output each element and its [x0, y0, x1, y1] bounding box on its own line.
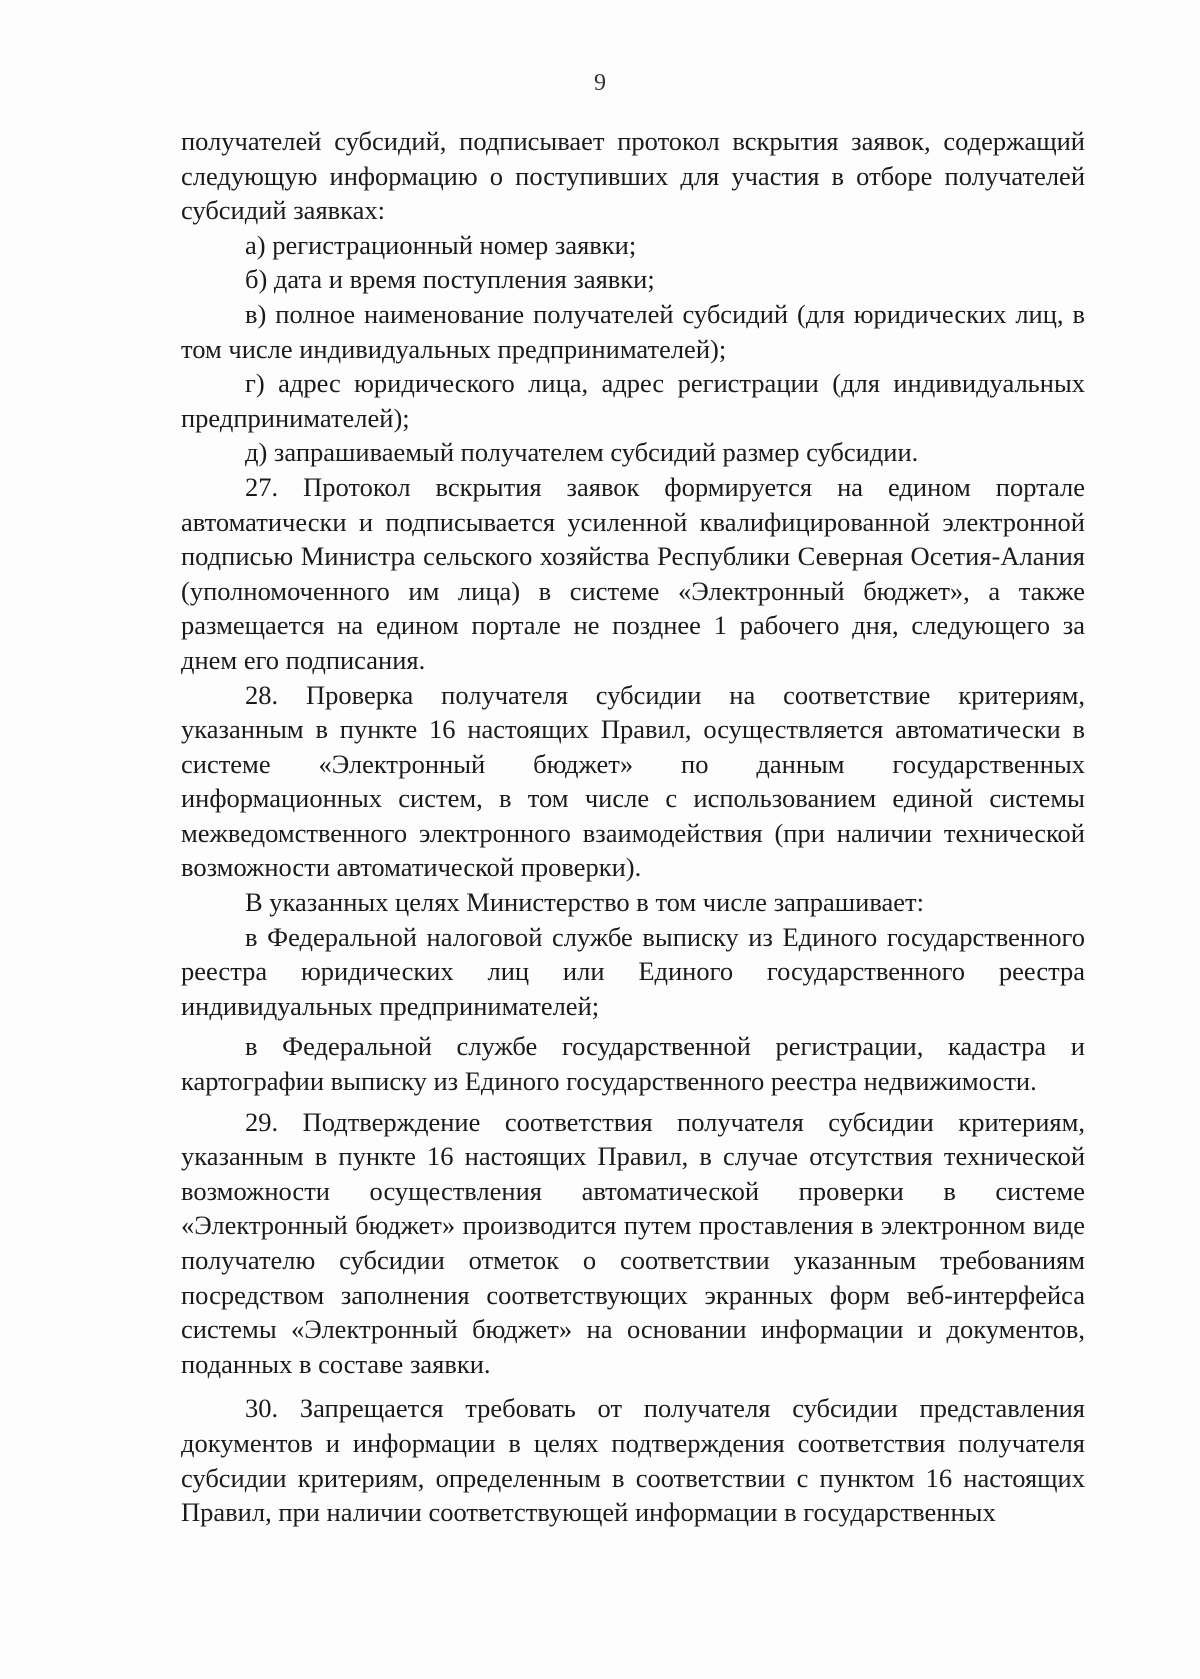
- paragraph-tax-service: в Федеральной налоговой службе выписку из Единого государственного реестра юридических лиц или Единого государственного реестра индивидуальных предпринимателей;: [181, 921, 1085, 1021]
- page-number: 9: [594, 70, 606, 96]
- paragraph-29: 29. Подтверждение соответствия получателя субсидии критериям, указанным в пункте 16 настоящих Правил, в случае отсутствия технической возможности осуществления автоматической проверки в системе «Электронный бюджет» производится путем проставления в электронном виде получателю субсидии отметок о соответствии указанным требованиям посредством заполнения соответствующих экранных форм веб-интерфейса системы «Электронный бюджет» на основании информации и документов, поданных в составе заявки.: [181, 1106, 1085, 1379]
- list-item-g: г) адрес юридического лица, адрес регистрации (для индивидуальных предпринимателей);: [181, 368, 1085, 433]
- list-item-a: а) регистрационный номер заявки;: [245, 229, 637, 260]
- list-item-d: д) запрашиваемый получателем субсидий размер субсидии.: [245, 437, 919, 468]
- paragraph-request-intro: В указанных целях Министерство в том числе запрашивает:: [245, 887, 924, 918]
- paragraph-27: 27. Протокол вскрытия заявок формируется на едином портале автоматически и подписывается усиленной квалифицированной электронной подписью Министра сельского хозяйства Республики Северная Осетия-Алания (уполномоченного им лица) в системе «Электронный бюджет», а также размещается на едином портале не позднее 1 рабочего дня, следующего за днем его подписания.: [181, 471, 1085, 675]
- list-item-b: б) дата и время поступления заявки;: [245, 264, 655, 295]
- body-text: [181, 124, 1085, 1530]
- list-item-v: в) полное наименование получателей субсидий (для юридических лиц, в том числе индивидуальных предпринимателей);: [181, 298, 1085, 364]
- paragraph-continuation: получателей субсидий, подписывает протокол вскрытия заявок, содержащий следующую информацию о поступивших для участия в отборе получателей субсидий заявках:: [181, 126, 1085, 226]
- paragraph-28: 28. Проверка получателя субсидии на соответствие критериям, указанным в пункте 16 настоящих Правил, осуществляется автоматически в системе «Электронный бюджет» по данным государственных информационных систем, в том числе с использованием единой системы межведомственного электронного взаимодействия (при наличии технической возможности автоматической проверки).: [181, 679, 1085, 883]
- paragraph-30: 30. Запрещается требовать от получателя субсидии представления документов и информации в целях подтверждения соответствия получателя субсидии критериям, определенным в соответствии с пунктом 16 настоящих Правил, при наличии соответствующей информации в государственных: [181, 1393, 1085, 1528]
- paragraph-registry-service: в Федеральной службе государственной регистрации, кадастра и картографии выписку из Единого государственного реестра недвижимости.: [181, 1031, 1085, 1097]
